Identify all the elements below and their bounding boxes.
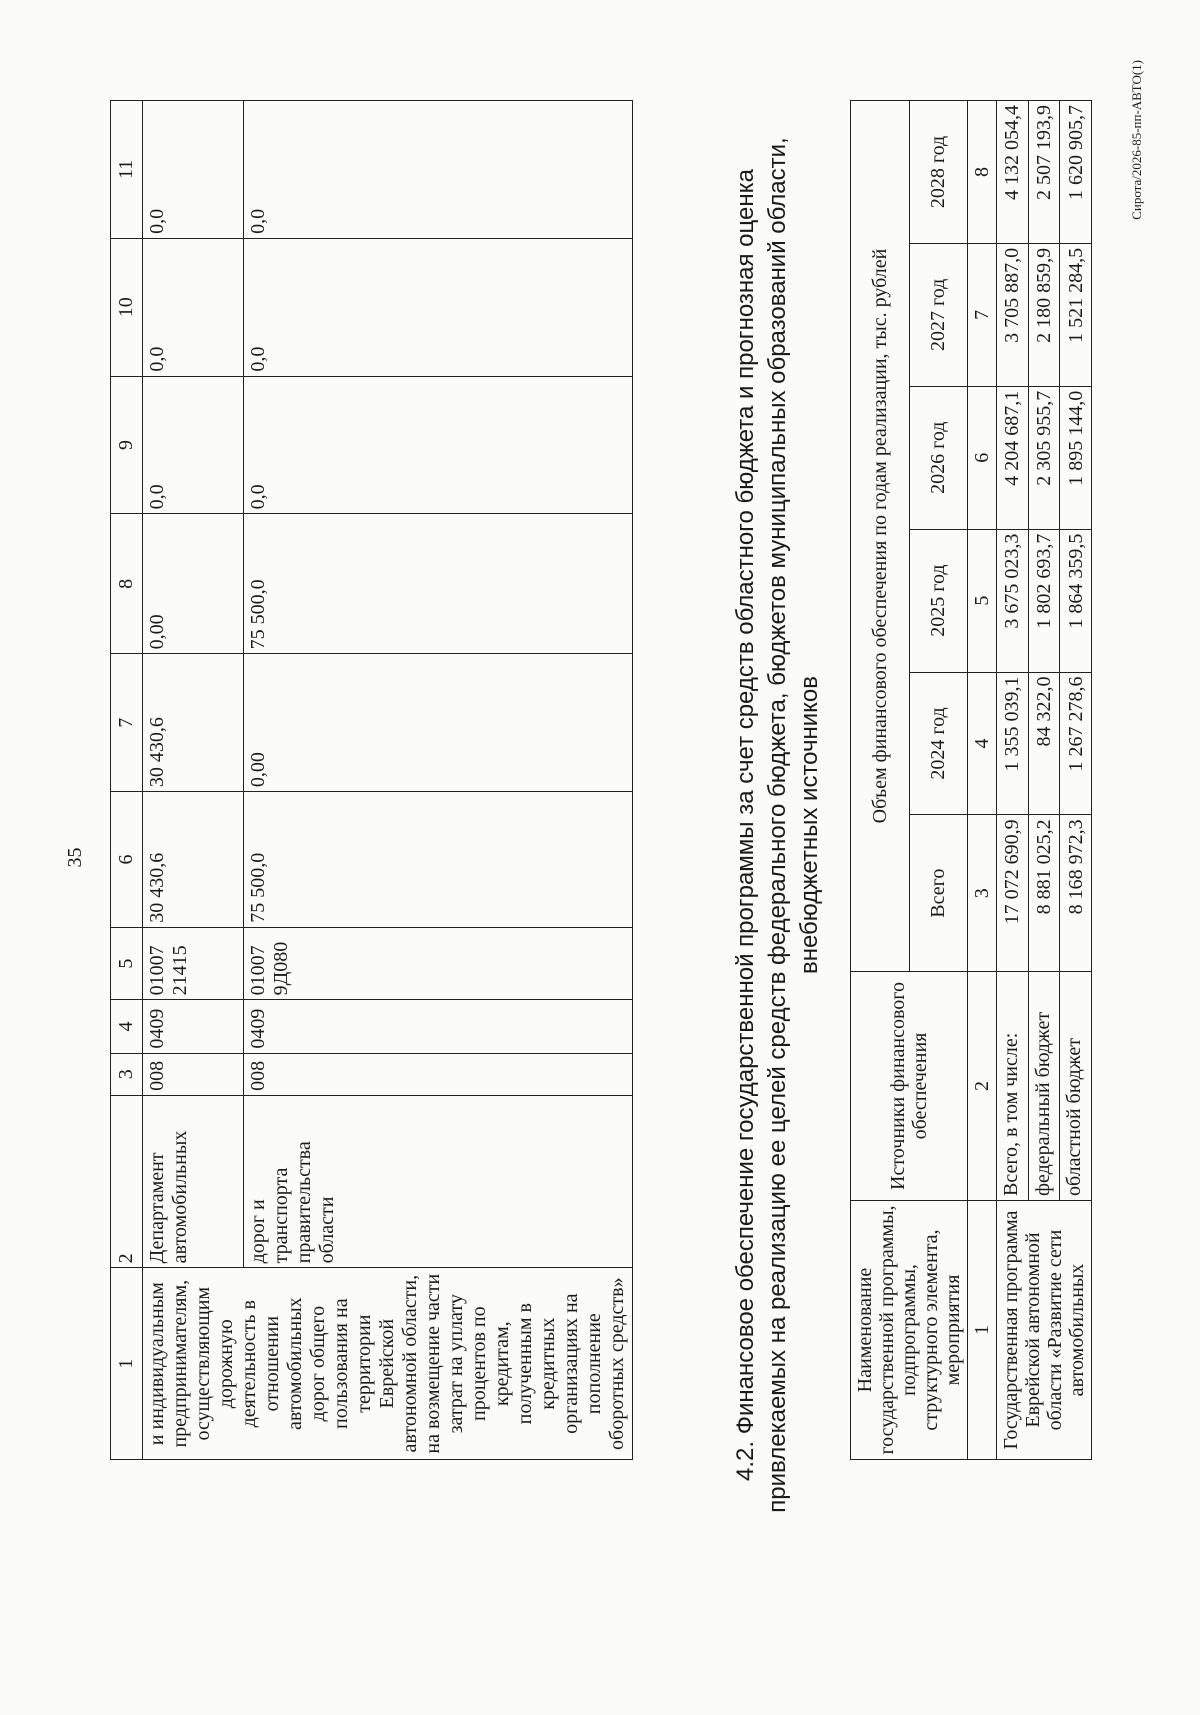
col-number-3: 3 bbox=[111, 1053, 143, 1095]
header-total: Всего bbox=[909, 815, 968, 972]
table-row bbox=[997, 101, 1029, 1460]
column-number-row bbox=[968, 101, 997, 1460]
grbs-code: 008 bbox=[143, 1053, 244, 1095]
value-2025: 3 675 023,3 bbox=[997, 529, 1029, 672]
grbs-code: 008 bbox=[244, 1053, 633, 1095]
financing-sources-table bbox=[850, 100, 1092, 1460]
year-value: 75 500,0 bbox=[244, 514, 633, 654]
year-value: 0,0 bbox=[143, 101, 244, 239]
value-2025: 1 802 693,7 bbox=[1028, 529, 1060, 672]
page-number: 35 bbox=[64, 847, 86, 868]
header-year-2028: 2028 год bbox=[909, 101, 968, 244]
total-value: 30 430,6 bbox=[143, 792, 244, 928]
col-number-8: 8 bbox=[111, 514, 143, 654]
section-code: 0409 bbox=[143, 1000, 244, 1053]
col-number-5: 5 bbox=[111, 927, 143, 1000]
header-program-name: Наименование государственной программы, подпрограммы, структурного элемента, мероприятия bbox=[851, 1201, 968, 1460]
value-2027: 2 180 859,9 bbox=[1028, 243, 1060, 386]
value-total: 8 881 025,2 bbox=[1028, 815, 1060, 972]
value-2027: 1 521 284,5 bbox=[1060, 243, 1092, 386]
table-row bbox=[143, 101, 244, 1460]
year-value: 0,0 bbox=[143, 376, 244, 514]
table-header-row bbox=[851, 101, 910, 1460]
year-value: 0,00 bbox=[143, 514, 244, 654]
col-number-2: 2 bbox=[111, 1095, 143, 1268]
col-number-6: 6 bbox=[968, 386, 997, 529]
header-year-2024: 2024 год bbox=[909, 672, 968, 815]
col-number-6: 6 bbox=[111, 792, 143, 928]
value-2026: 2 305 955,7 bbox=[1028, 386, 1060, 529]
heading-line: привлекаемых на реализацию ее целей средств федерального бюджета, бюджетов муниципальных образований области, bbox=[764, 137, 791, 1513]
value-total: 8 168 972,3 bbox=[1060, 815, 1092, 972]
value-2027: 3 705 887,0 bbox=[997, 243, 1029, 386]
col-number-1: 1 bbox=[111, 1268, 143, 1460]
value-2026: 1 895 144,0 bbox=[1060, 386, 1092, 529]
value-total: 17 072 690,9 bbox=[997, 815, 1029, 972]
value-2026: 4 204 687,1 bbox=[997, 386, 1029, 529]
program-name: Государственная программа Еврейской автономной области «Развитие сети автомобильных bbox=[997, 1201, 1092, 1460]
col-number-1: 1 bbox=[968, 1201, 997, 1460]
table-row bbox=[244, 101, 633, 1460]
heading-line: внебюджетных источников bbox=[796, 675, 823, 975]
value-2024: 1 355 039,1 bbox=[997, 672, 1029, 815]
header-year-2026: 2026 год bbox=[909, 386, 968, 529]
header-funding-volume: Объем финансового обеспечения по годам реализации, тыс. рублей bbox=[851, 101, 910, 972]
year-value: 0,0 bbox=[244, 101, 633, 239]
col-number-11: 11 bbox=[111, 101, 143, 239]
col-number-4: 4 bbox=[968, 672, 997, 815]
value-2028: 4 132 054,4 bbox=[997, 101, 1029, 244]
value-2024: 84 322,0 bbox=[1028, 672, 1060, 815]
col-number-7: 7 bbox=[968, 243, 997, 386]
responsible-executor: Департамент автомобильных bbox=[143, 1095, 244, 1268]
target-article-code: 01007 9Д080 bbox=[244, 927, 633, 1000]
col-number-9: 9 bbox=[111, 376, 143, 514]
target-article-code: 01007 21415 bbox=[143, 927, 244, 1000]
section-code: 0409 bbox=[244, 1000, 633, 1053]
responsible-executor: дорог и транспорта правительства области bbox=[244, 1095, 633, 1268]
section-heading bbox=[730, 75, 826, 1575]
col-number-10: 10 bbox=[111, 238, 143, 376]
funding-table-continued bbox=[110, 100, 633, 1460]
measure-description: и индивидуальным предпринимателям, осуществляющим дорожную деятельность в отношении автомобильных дорог общего пользования на территории Еврейской автономной области, на возмещение части затрат на уплату процентов по кредитам, полученным в кредитных организациях на пополнение оборотных средств» bbox=[143, 1268, 633, 1460]
header-year-2025: 2025 год bbox=[909, 529, 968, 672]
total-value: 75 500,0 bbox=[244, 792, 633, 928]
value-2028: 2 507 193,9 bbox=[1028, 101, 1060, 244]
year-value: 0,0 bbox=[244, 376, 633, 514]
value-2025: 1 864 359,5 bbox=[1060, 529, 1092, 672]
year-value: 30 430,6 bbox=[143, 654, 244, 792]
header-funding-source: Источники финансового обеспечения bbox=[851, 972, 968, 1201]
table-header-row bbox=[111, 101, 143, 1460]
year-value: 0,0 bbox=[143, 238, 244, 376]
col-number-4: 4 bbox=[111, 1000, 143, 1053]
col-number-7: 7 bbox=[111, 654, 143, 792]
year-value: 0,00 bbox=[244, 654, 633, 792]
col-number-2: 2 bbox=[968, 972, 997, 1201]
col-number-5: 5 bbox=[968, 529, 997, 672]
header-year-2027: 2027 год bbox=[909, 243, 968, 386]
heading-line: 4.2. Финансовое обеспечение государственной программы за счет средств областного бюджета и прогнозная оценка bbox=[732, 169, 759, 1481]
funding-source: областной бюджет bbox=[1060, 972, 1092, 1201]
value-2028: 1 620 905,7 bbox=[1060, 101, 1092, 244]
funding-source: федеральный бюджет bbox=[1028, 972, 1060, 1201]
document-code: Сирота/2026-85-пп-АВТО(1) bbox=[1129, 60, 1144, 220]
funding-source: Всего, в том числе: bbox=[997, 972, 1029, 1201]
col-number-3: 3 bbox=[968, 815, 997, 972]
year-value: 0,0 bbox=[244, 238, 633, 376]
col-number-8: 8 bbox=[968, 101, 997, 244]
value-2024: 1 267 278,6 bbox=[1060, 672, 1092, 815]
